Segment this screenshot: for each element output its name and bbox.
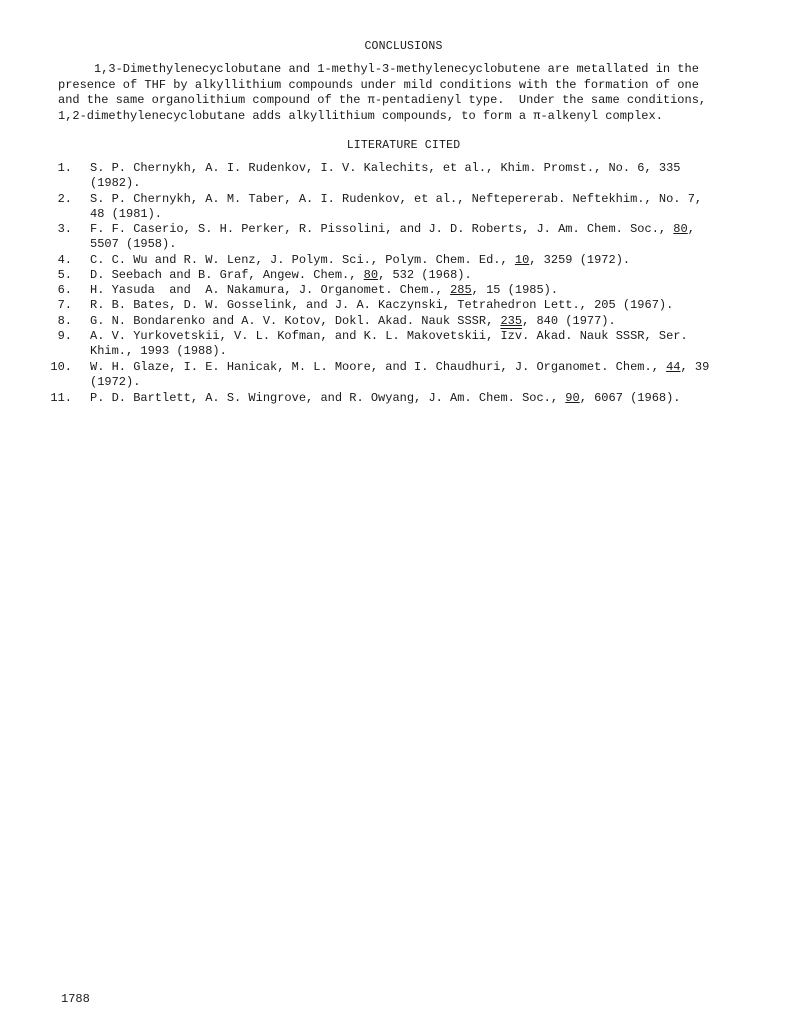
conclusions-line: and the same organolithium compound of the π-pentadienyl type. Under the same conditions, (58, 93, 707, 108)
reference-line (90, 329, 710, 344)
reference-text (90, 391, 710, 406)
reference-segment: , 3259 (1972). (529, 253, 631, 267)
reference-text (90, 283, 710, 298)
journal-abbrev: $\overline{Izv}$ (500, 329, 523, 343)
reference-line (90, 253, 710, 268)
reference-number: 4. (57, 253, 72, 267)
reference-segment: , 532 (1968). (378, 268, 472, 282)
conclusions-line: 1,3-Dimethylenecyclobutane and 1-methyl-3-methylenecyclobutene are metallated in the (58, 62, 699, 76)
reference-line: 5507 (1958). (90, 237, 177, 252)
reference-line: (1972). (90, 375, 141, 390)
reference-segment: , (687, 222, 695, 236)
reference-segment: , 39 (680, 360, 710, 374)
reference-line (90, 314, 710, 329)
reference-segment: P. D. Bartlett, A. S. Wingrove, and R. Owyang, J. Am. Chem. Soc., (90, 391, 566, 405)
reference-text (90, 314, 710, 329)
reference-number: 5. (57, 268, 72, 282)
conclusions-paragraph (58, 62, 713, 124)
reference-segment: , 15 (1985). (471, 283, 559, 297)
reference-text (90, 253, 710, 268)
reference-line (90, 283, 710, 298)
reference-number: 6. (57, 283, 72, 297)
reference-segment: , 840 (1977). (522, 314, 616, 328)
reference-segment: G. N. Bondarenko and A. V. Kotov, Dokl. Akad. Nauk SSSR, (90, 314, 501, 328)
reference-text (90, 161, 710, 192)
reference-line (90, 268, 710, 283)
volume-number: 80 (363, 268, 379, 282)
conclusions-line: 1,2-dimethylenecyclobutane adds alkyllithium compounds, to form a π-alkenyl complex. (58, 108, 663, 123)
reference-number: 2. (57, 192, 72, 206)
reference-number: 10. (50, 360, 72, 374)
reference-segment: A. V. Yurkovetskii, V. L. Kofman, and K. L. Makovetskii, (90, 329, 501, 343)
reference-line: 48 (1981). (90, 207, 163, 222)
reference-segment: , 6067 (1968). (579, 391, 681, 405)
reference-number: 1. (57, 161, 72, 175)
reference-segment: W. H. Glaze, I. E. Hanicak, M. L. Moore, and I. Chaudhuri, J. Organomet. Chem., (90, 360, 667, 374)
reference-segment: D. Seebach and B. Graf, Angew. Chem., (90, 268, 364, 282)
reference-line: S. P. Chernykh, A. M. Taber, A. I. Rudenkov, et al., Neftepererab. Neftekhim., No. 7, (90, 192, 703, 206)
volume-number: 235 (500, 314, 523, 328)
volume-number: 80 (673, 222, 688, 236)
volume-number: 285 (450, 283, 472, 297)
reference-text (90, 268, 710, 283)
reference-text (90, 329, 710, 360)
page-number: 1788 (61, 992, 90, 1006)
reference-text (90, 298, 710, 313)
volume-number: 90 (565, 391, 580, 405)
reference-line: R. B. Bates, D. W. Gosselink, and J. A. Kaczynski, Tetrahedron Lett., 205 (1967). (90, 298, 674, 312)
reference-line (90, 222, 710, 237)
reference-text (90, 222, 710, 253)
reference-segment: F. F. Caserio, S. H. Perker, R. Pissolini, and J. D. Roberts, J. Am. Chem. Soc., (90, 222, 674, 236)
reference-segment: H. Yasuda and A. Nakamura, J. Organomet. Chem., (90, 283, 451, 297)
reference-line: Khim., 1993 (1988). (90, 344, 227, 359)
reference-line (90, 360, 710, 375)
literature-heading: LITERATURE CITED (346, 139, 461, 152)
reference-text (90, 192, 710, 223)
reference-text (90, 360, 710, 391)
reference-segment: . Akad. Nauk SSSR, Ser. (522, 329, 688, 343)
reference-number: 11. (50, 391, 72, 405)
reference-number: 7. (57, 298, 72, 312)
volume-number: 44 (666, 360, 681, 374)
reference-number: 8. (57, 314, 72, 328)
conclusions-heading: CONCLUSIONS (364, 40, 443, 53)
reference-number: 3. (57, 222, 72, 236)
reference-line (90, 391, 710, 406)
conclusions-line: presence of THF by alkyllithium compounds under mild conditions with the formation of one (58, 77, 699, 92)
reference-number: 9. (57, 329, 72, 343)
reference-line: (1982). (90, 176, 141, 191)
volume-number: 10 (514, 253, 530, 267)
reference-line: S. P. Chernykh, A. I. Rudenkov, I. V. Kalechits, et al., Khim. Promst., No. 6, 335 (90, 161, 681, 175)
reference-segment: C. C. Wu and R. W. Lenz, J. Polym. Sci., Polym. Chem. Ed., (90, 253, 515, 267)
